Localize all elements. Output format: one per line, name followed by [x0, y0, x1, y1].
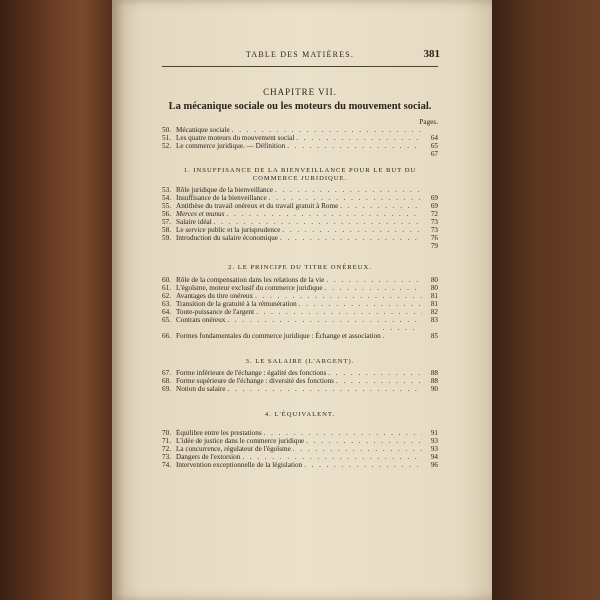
toc-entry	[162, 126, 438, 134]
sections	[162, 167, 438, 469]
section-heading: 2. LE PRINCIPE DU TITRE ONÉREUX.	[228, 264, 372, 272]
entry-page: 79	[430, 242, 438, 251]
entry-number: 65.	[162, 315, 171, 324]
entry-title: Le service public et la jurisprudence	[176, 226, 281, 235]
section-entry-list	[162, 276, 438, 340]
entry-title: Transition de la gratuité à la rémunération	[176, 299, 297, 308]
entry-number: 67.	[162, 369, 171, 378]
entry-number: 57.	[162, 218, 171, 227]
entry-title: Équilibre entre les prestations	[176, 428, 262, 437]
entry-title: Rôle juridique de la bienveillance	[176, 186, 273, 195]
toc-entry	[162, 369, 438, 377]
dot-leader	[299, 300, 422, 308]
toc-entry	[162, 186, 438, 194]
dot-leader	[275, 186, 422, 194]
entry-number: 54.	[162, 194, 171, 203]
entry-page: 85	[430, 331, 438, 340]
dot-leader	[325, 284, 422, 292]
toc-entry	[162, 242, 438, 250]
toc-entry	[162, 429, 438, 437]
entry-page: 76	[430, 234, 438, 243]
entry-title: L'idée de justice dans le commerce juridique	[176, 436, 305, 445]
toc-entry	[162, 142, 438, 150]
dot-leader	[226, 210, 422, 218]
entry-page: 72	[430, 210, 438, 219]
entry-number: 55.	[162, 202, 171, 211]
toc-entry	[162, 276, 438, 284]
toc-entry	[162, 324, 438, 340]
dot-leader	[214, 218, 422, 226]
chapter-title: La mécanique sociale ou les moteurs du mouvement social.	[168, 101, 432, 112]
dot-leader	[280, 234, 422, 242]
entry-number: 60.	[162, 275, 171, 284]
entry-page: 93	[430, 444, 438, 453]
entry-page: 88	[430, 377, 438, 386]
toc-entry	[162, 316, 438, 324]
entry-page: 88	[430, 369, 438, 378]
entry-page: 93	[430, 436, 438, 445]
table-of-contents	[162, 46, 438, 469]
entry-page: 94	[430, 452, 438, 461]
entry-title: Forme inférieure de l'échange : égalité des fonctions	[176, 369, 327, 378]
dot-leader	[306, 437, 422, 445]
entry-number: 56.	[162, 210, 171, 219]
dot-leader	[255, 292, 422, 300]
entry-title: Notion du salaire	[176, 385, 226, 394]
dot-leader	[336, 377, 422, 385]
entry-page: 83	[430, 315, 438, 324]
entry-number: 70.	[162, 428, 171, 437]
entry-number: 74.	[162, 460, 171, 469]
entry-page: 64	[430, 134, 438, 142]
entry-title: Formes fondamentales du commerce juridique : Échange et association	[176, 331, 381, 340]
entry-page: 69	[430, 194, 438, 203]
toc-entry	[162, 150, 438, 158]
entry-number: 58.	[162, 226, 171, 235]
section-heading: 4. L'ÉQUIVALENT.	[264, 411, 336, 419]
entry-number: 66.	[162, 331, 171, 340]
chapter-label: CHAPITRE VII.	[263, 87, 337, 97]
dot-leader	[242, 453, 422, 461]
section-entry-list	[162, 186, 438, 250]
dot-leader	[232, 126, 422, 134]
entry-title: L'égoïsme, moteur exclusif du commerce juridique	[176, 283, 323, 292]
entry-title: Dangers de l'extorsion	[176, 452, 241, 461]
entry-title: Mécanique sociale	[176, 126, 230, 134]
dot-leader	[326, 276, 422, 284]
entry-number: 73.	[162, 452, 171, 461]
dot-leader	[256, 308, 422, 316]
toc-entry	[162, 385, 438, 393]
dot-leader	[282, 226, 422, 234]
entry-number: 68.	[162, 377, 171, 386]
dot-leader	[228, 385, 422, 393]
toc-entry	[162, 300, 438, 308]
book-binding	[0, 0, 118, 600]
book-cover-edge	[492, 0, 600, 600]
dot-leader	[340, 202, 422, 210]
running-head	[162, 46, 438, 67]
entry-number: 59.	[162, 234, 171, 243]
entry-title: Introduction du salaire économique	[176, 234, 278, 243]
entry-title: Rôle de la compensation dans les relations de la vie	[176, 275, 325, 284]
toc-entry	[162, 437, 438, 445]
toc-entry	[162, 453, 438, 461]
section-heading: 1. INSUFFISANCE DE LA BIENVEILLANCE POUR LE BUT DU COMMERCE JURIDIQUE.	[183, 167, 417, 182]
dot-leader	[227, 316, 422, 324]
toc-entry	[162, 284, 438, 292]
entry-title: Merces et munus	[176, 210, 225, 219]
dot-leader	[296, 134, 422, 142]
entry-title: Les quatre moteurs du mouvement social	[176, 134, 295, 142]
entry-number: 64.	[162, 307, 171, 316]
dot-leader	[304, 461, 422, 469]
dot-leader	[264, 429, 422, 437]
dot-leader	[293, 445, 422, 453]
pages-header-row	[162, 118, 438, 126]
entry-title: Intervention exceptionnelle de la législation	[176, 460, 303, 469]
entry-number: 61.	[162, 283, 171, 292]
intro-entry-list	[162, 126, 438, 158]
dot-leader	[328, 369, 422, 377]
entry-page: 82	[430, 307, 438, 316]
toc-entry	[162, 202, 438, 210]
toc-entry	[162, 377, 438, 385]
entry-number: 72.	[162, 444, 171, 453]
entry-number: 62.	[162, 291, 171, 300]
toc-entry	[162, 234, 438, 242]
entry-page: 65	[430, 142, 438, 150]
entry-number: 69.	[162, 385, 171, 394]
entry-page: 91	[430, 428, 438, 437]
entry-title: La concurrence, régulateur de l'égoïsme	[176, 444, 291, 453]
entry-title: Toute-puissance de l'argent	[176, 307, 255, 316]
page-number: 381	[423, 48, 440, 60]
entry-number: 50.	[162, 126, 171, 134]
entry-number: 52.	[162, 142, 171, 150]
entry-title: Le commerce juridique. — Définition	[176, 142, 286, 150]
section-entry-list	[162, 369, 438, 393]
entry-page: 69	[430, 202, 438, 211]
entry-title: Forme supérieure de l'échange : diversité des fonctions	[176, 377, 334, 386]
dot-leader	[383, 324, 422, 340]
entry-number: 53.	[162, 186, 171, 195]
entry-title: Avantages du titre onéreux	[176, 291, 254, 300]
entry-page: 80	[430, 283, 438, 292]
entry-title: Insuffisance de la bienveillance	[176, 194, 267, 203]
toc-entry	[162, 194, 438, 202]
toc-entry	[162, 461, 438, 469]
entry-title: Contrats onéreux	[176, 315, 226, 324]
toc-entry	[162, 218, 438, 226]
toc-entry	[162, 445, 438, 453]
entry-title: Antithèse du travail onéreux et du travail gratuit à Rome	[176, 202, 339, 211]
entry-page: 90	[430, 385, 438, 394]
entry-page: 73	[430, 218, 438, 227]
entry-number: 63.	[162, 299, 171, 308]
toc-entry	[162, 134, 438, 142]
entry-page: 81	[430, 291, 438, 300]
pages-label: Pages.	[419, 118, 438, 126]
running-head-title: TABLE DES MATIÈRES.	[245, 50, 355, 59]
toc-entry	[162, 226, 438, 234]
section-heading: 3. LE SALAIRE (L'ARGENT).	[245, 357, 355, 365]
toc-entry	[162, 308, 438, 316]
entry-title: Salaire idéal	[176, 218, 212, 227]
dot-leader	[287, 142, 422, 150]
entry-page: 80	[430, 275, 438, 284]
toc-entry	[162, 292, 438, 300]
entry-page: 81	[430, 299, 438, 308]
entry-page: 67	[430, 150, 438, 158]
dot-leader	[269, 194, 422, 202]
entry-number: 71.	[162, 436, 171, 445]
entry-page: 96	[430, 460, 438, 469]
section-entry-list	[162, 429, 438, 469]
entry-page: 73	[430, 226, 438, 235]
entry-number: 51.	[162, 134, 171, 142]
toc-entry	[162, 210, 438, 218]
